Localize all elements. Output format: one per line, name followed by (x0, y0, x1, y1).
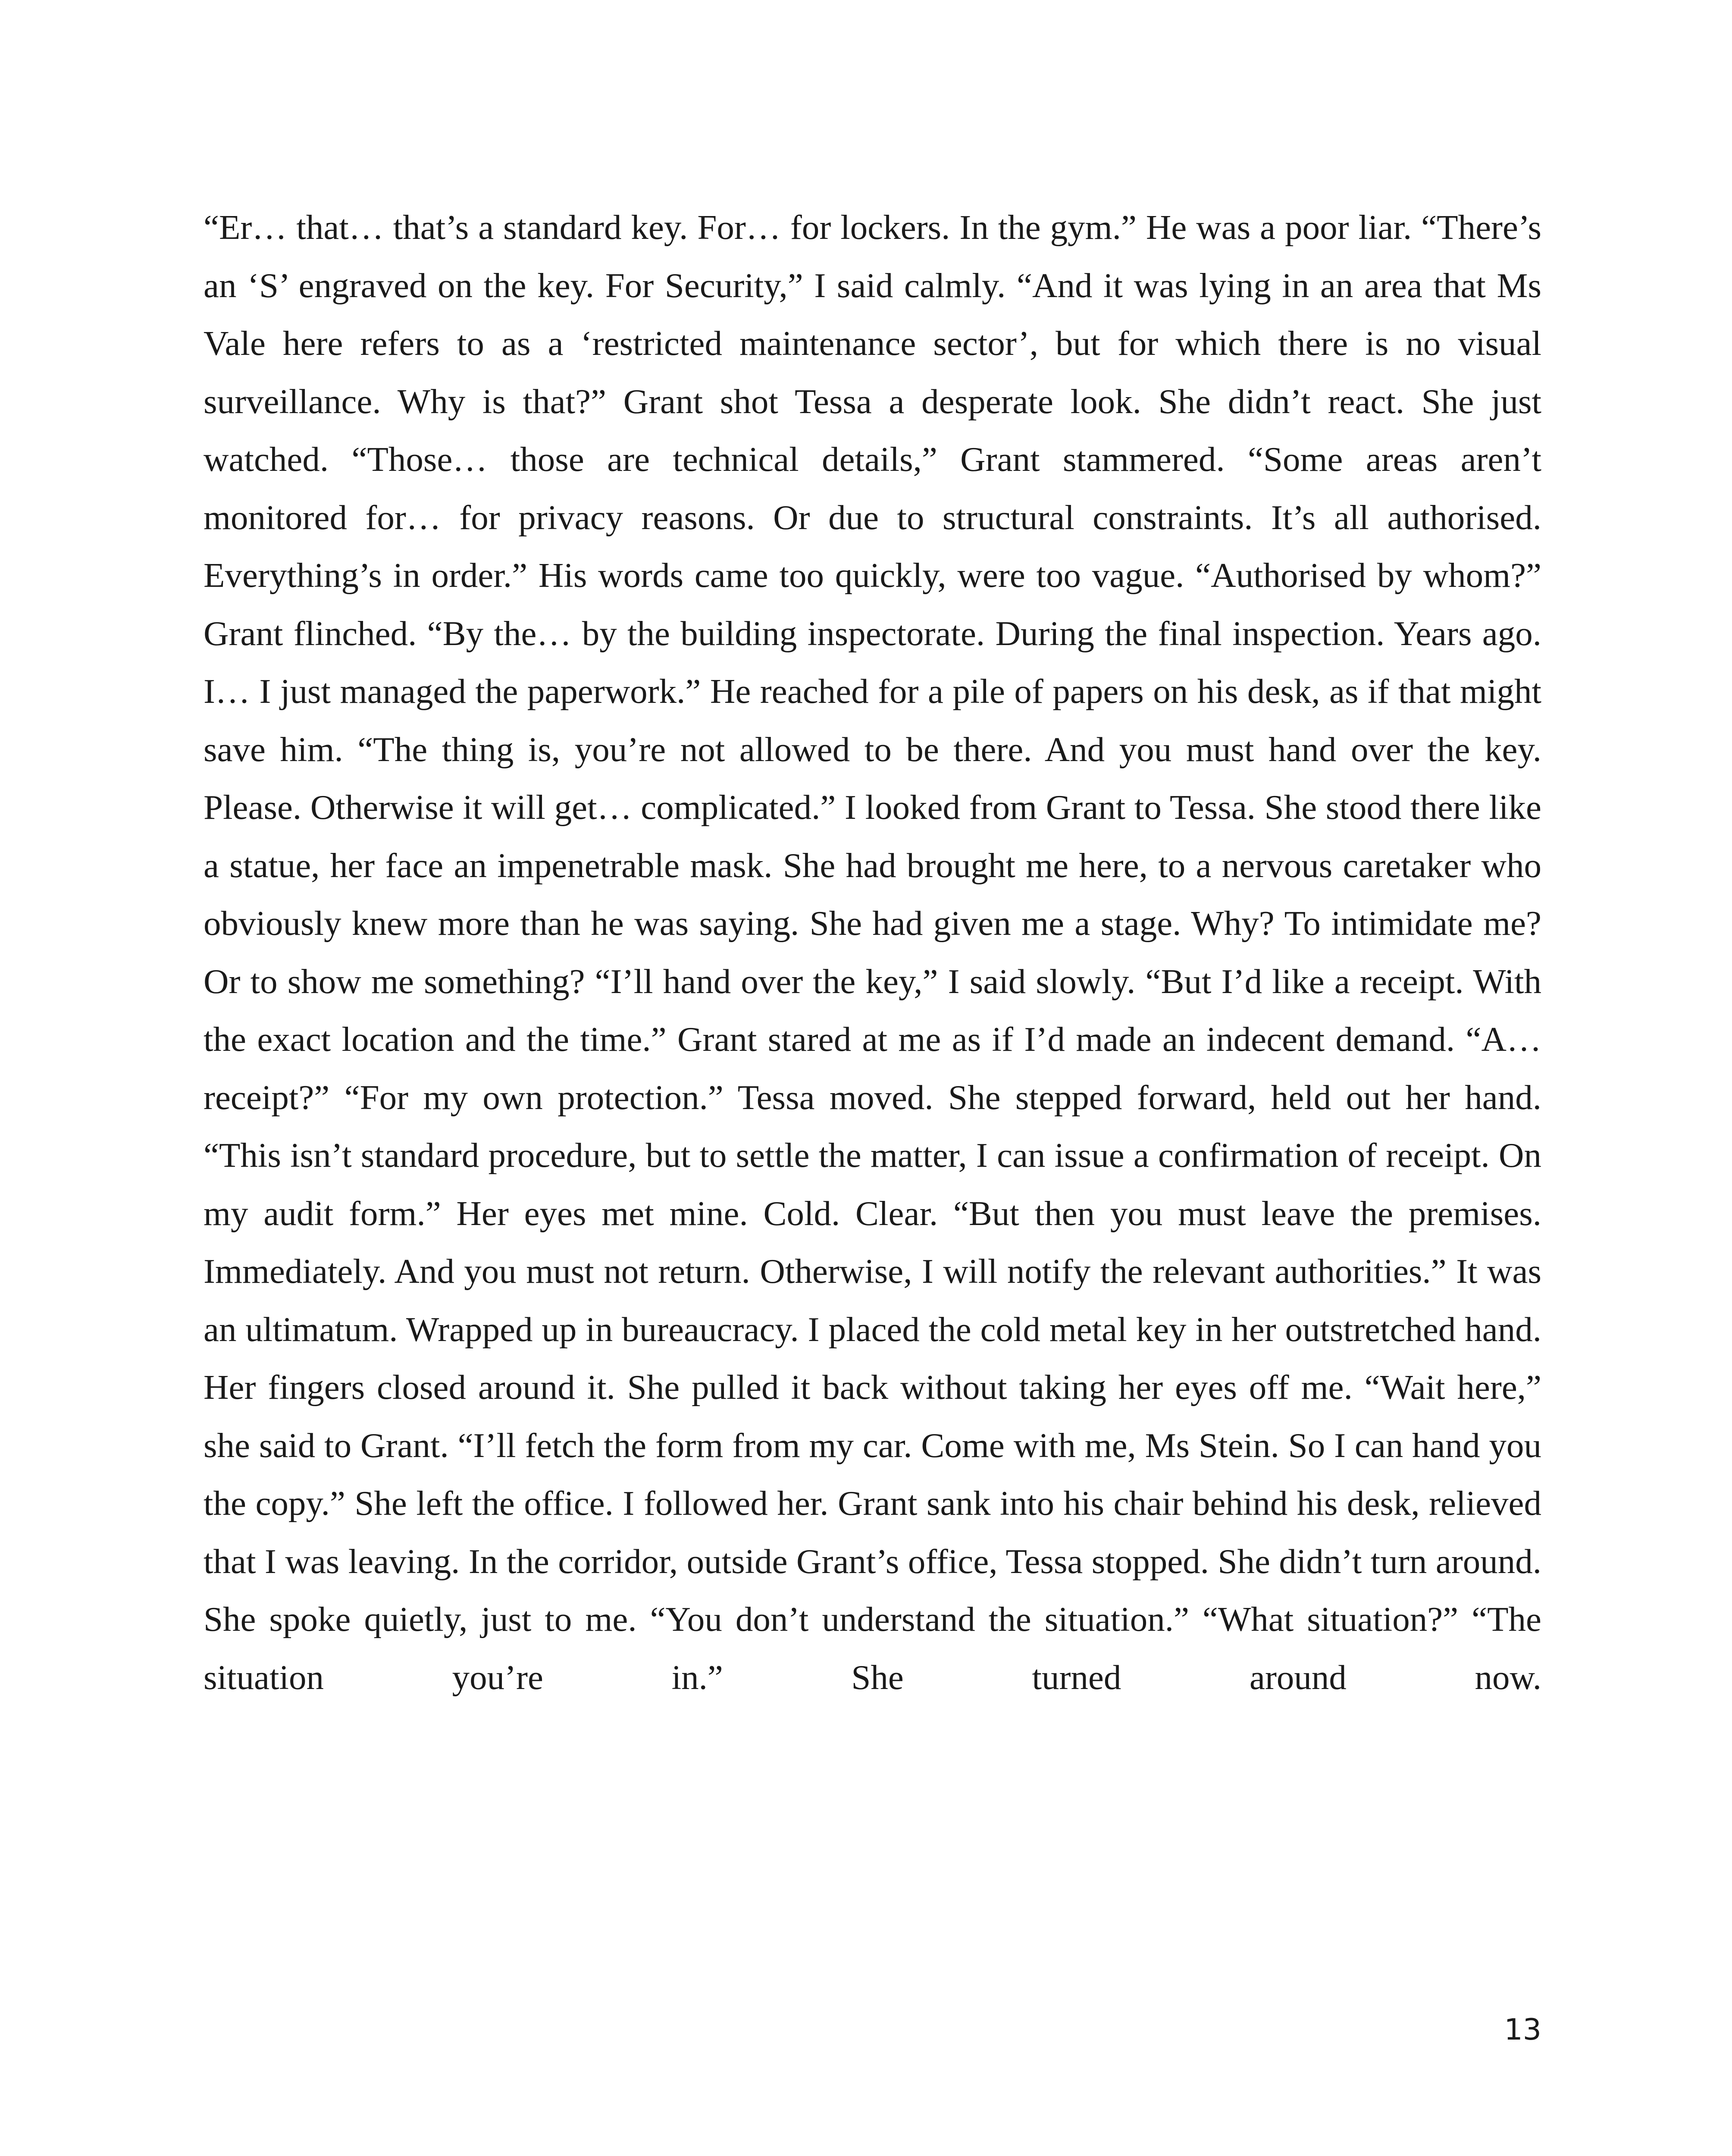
page-number: 13 (1504, 2013, 1541, 2047)
body-paragraph: “Er… that… that’s a standard key. For… for lockers. In the gym.” He was a poor liar. “There’s an ‘S’ engraved on the key. For Security,” I said calmly. “And it was lying in an area that Ms Vale here refers to as a ‘restricted maintenance sector’, but for which there is no visual surveillance. Why is that?” Grant shot Tessa a desperate look. She didn’t react. She just watched. “Those… those are technical details,” Grant stammered. “Some areas aren’t monitored for… for privacy reasons. Or due to structural constraints. It’s all authorised. Everything’s in order.” His words came too quickly, were too vague. “Authorised by whom?” Grant flinched. “By the… by the building inspectorate. During the final inspection. Years ago. I… I just managed the paperwork.” He reached for a pile of papers on his desk, as if that might save him. “The thing is, you’re not allowed to be there. And you must hand over the key. Please. Otherwise it will get… complicated.” I looked from Grant to Tessa. She stood there like a statue, her face an impenetrable mask. She had brought me here, to a nervous caretaker who obviously knew more than he was saying. She had given me a stage. Why? To intimidate me? Or to show me something? “I’ll hand over the key,” I said slowly. “But I’d like a receipt. With the exact location and the time.” Grant stared at me as if I’d made an indecent demand. “A… receipt?” “For my own protection.” Tessa moved. She stepped forward, held out her hand. “This isn’t standard procedure, but to settle the matter, I can issue a confirmation of receipt. On my audit form.” Her eyes met mine. Cold. Clear. “But then you must leave the premises. Immediately. And you must not return. Otherwise, I will notify the relevant authorities.” It was an ultimatum. Wrapped up in bureaucracy. I placed the cold metal key in her outstretched hand. Her fingers closed around it. She pulled it back without taking her eyes off me. “Wait here,” she said to Grant. “I’ll fetch the form from my car. Come with me, Ms Stein. So I can hand you the copy.” She left the office. I followed her. Grant sank into his chair behind his desk, relieved that I was leaving. In the corridor, outside Grant’s office, Tessa stopped. She didn’t turn around. She spoke quietly, just to me. “You don’t understand the situation.” “What situation?” “The situation you’re in.” She turned around now. (204, 208, 1541, 1697)
